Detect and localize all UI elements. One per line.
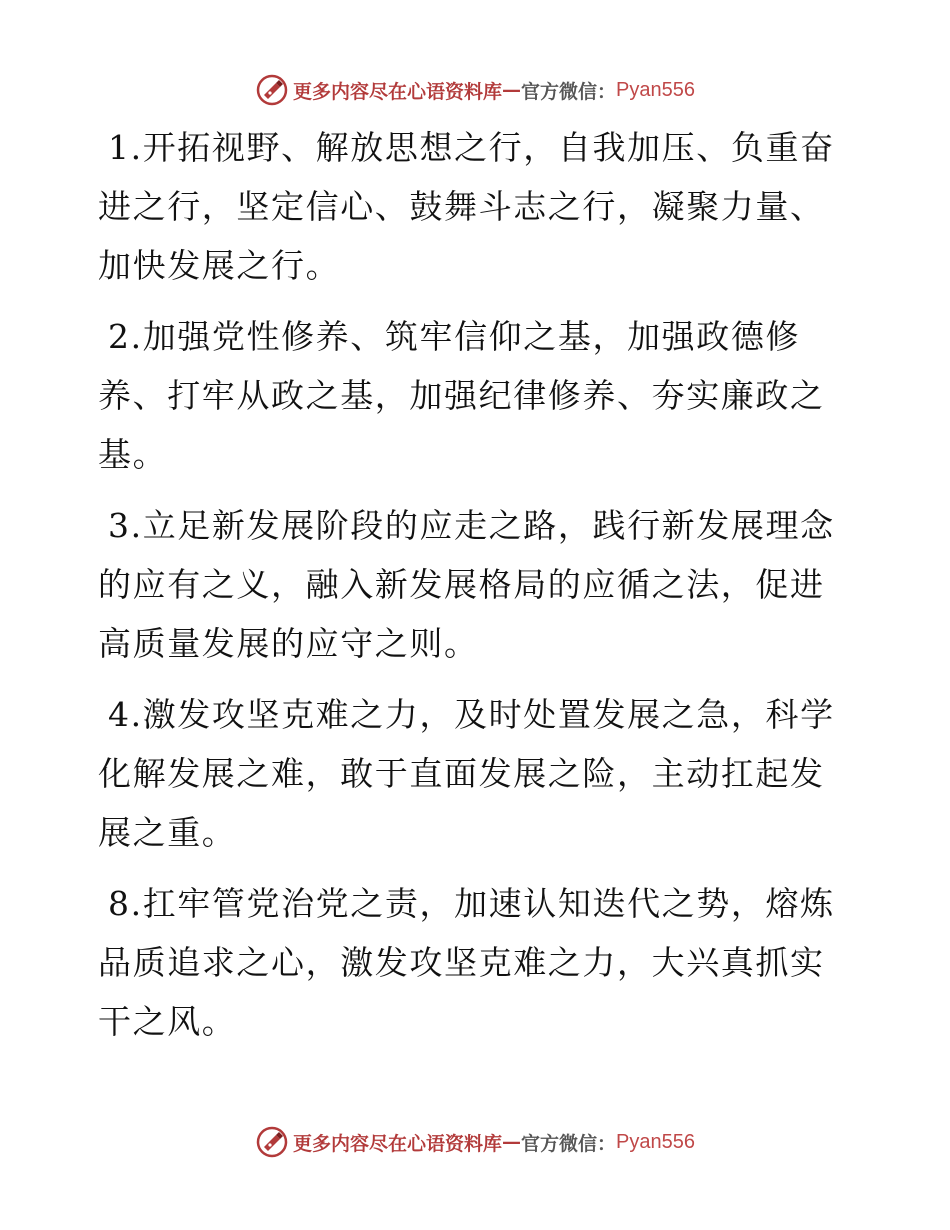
wechat-label: 官方微信： (521, 1132, 617, 1155)
pen-nib-logo-icon (255, 73, 289, 107)
wechat-label: 官方微信： (521, 80, 617, 103)
banner-text: 更多内容尽在心语资料库 (293, 80, 503, 103)
banner-separator: — (502, 1131, 522, 1153)
pen-nib-logo-icon (255, 1125, 289, 1159)
item-number: 3. (108, 506, 143, 545)
list-item (98, 874, 858, 1051)
list-item (98, 118, 858, 295)
document-body (98, 118, 858, 1063)
list-item (98, 685, 858, 862)
item-text: 加强党性修养、筑牢信仰之基，加强政德修养、打牢从政之基，加强纪律修养、夯实廉政之基。 (98, 317, 825, 474)
item-number: 8. (108, 884, 143, 923)
footer-banner (0, 1122, 950, 1162)
wechat-id: Pyan556 (616, 1130, 695, 1153)
item-text: 扛牢管党治党之责，加速认知迭代之势，熔炼品质追求之心，激发攻坚克难之力，大兴真抓实干之风。 (98, 884, 835, 1041)
wechat-id: Pyan556 (616, 78, 695, 101)
item-text: 立足新发展阶段的应走之路，践行新发展理念的应有之义，融入新发展格局的应循之法，促进高质量发展的应守之则。 (98, 506, 835, 663)
item-text: 开拓视野、解放思想之行，自我加压、负重奋进之行，坚定信心、鼓舞斗志之行，凝聚力量、加快发展之行。 (98, 128, 835, 285)
item-number: 1. (108, 128, 143, 167)
banner-text: 更多内容尽在心语资料库 (293, 1132, 503, 1155)
item-text: 激发攻坚克难之力，及时处置发展之急，科学化解发展之难，敢于直面发展之险，主动扛起发展之重。 (98, 695, 835, 852)
list-item (98, 307, 858, 484)
item-number: 2. (108, 317, 143, 356)
list-item (98, 496, 858, 673)
banner-separator: — (502, 79, 522, 101)
item-number: 4. (108, 695, 143, 734)
header-banner (0, 70, 950, 110)
